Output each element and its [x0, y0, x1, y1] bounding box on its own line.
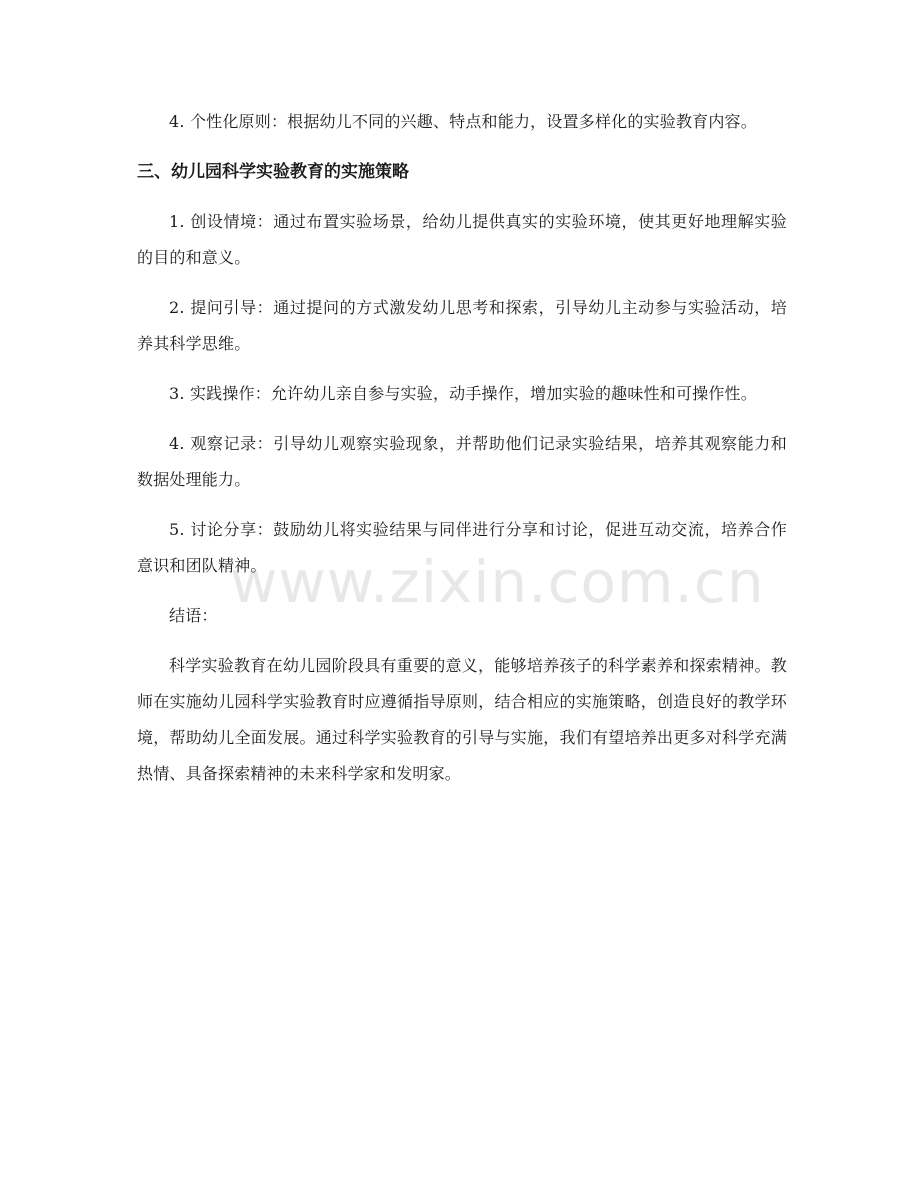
- section-heading: 三、幼儿园科学实验教育的实施策略: [137, 162, 409, 182]
- document-body: [137, 104, 787, 806]
- strategy-3-paragraph: 3. 实践操作：允许幼儿亲自参与实验，动手操作，增加实验的趣味性和可操作性。: [169, 384, 757, 403]
- strategy-4-paragraph: 4. 观察记录：引导幼儿观察实验现象，并帮助他们记录实验结果，培养其观察能力和数据处理能力。: [137, 434, 787, 489]
- principle-4-paragraph: 4. 个性化原则：根据幼儿不同的兴趣、特点和能力，设置多样化的实验教育内容。: [169, 112, 757, 131]
- strategy-5-paragraph: 5. 讨论分享：鼓励幼儿将实验结果与同伴进行分享和讨论，促进互动交流，培养合作意识和团队精神。: [137, 520, 787, 575]
- strategy-2-paragraph: 2. 提问引导：通过提问的方式激发幼儿思考和探索，引导幼儿主动参与实验活动，培养其科学思维。: [137, 298, 787, 353]
- watermark-text: www.zixin.com.cn: [230, 548, 765, 616]
- strategy-1-paragraph: 1. 创设情境：通过布置实验场景，给幼儿提供真实的实验环境，使其更好地理解实验的目的和意义。: [137, 212, 787, 267]
- conclusion-label: 结语：: [169, 606, 218, 625]
- conclusion-paragraph: 科学实验教育在幼儿园阶段具有重要的意义，能够培养孩子的科学素养和探索精神。教师在实施幼儿园科学实验教育时应遵循指导原则，结合相应的实施策略，创造良好的教学环境，帮助幼儿全面发展。通过科学实验教育的引导与实施，我们有望培养出更多对科学充满热情、具备探索精神的未来科学家和发明家。: [137, 656, 787, 783]
